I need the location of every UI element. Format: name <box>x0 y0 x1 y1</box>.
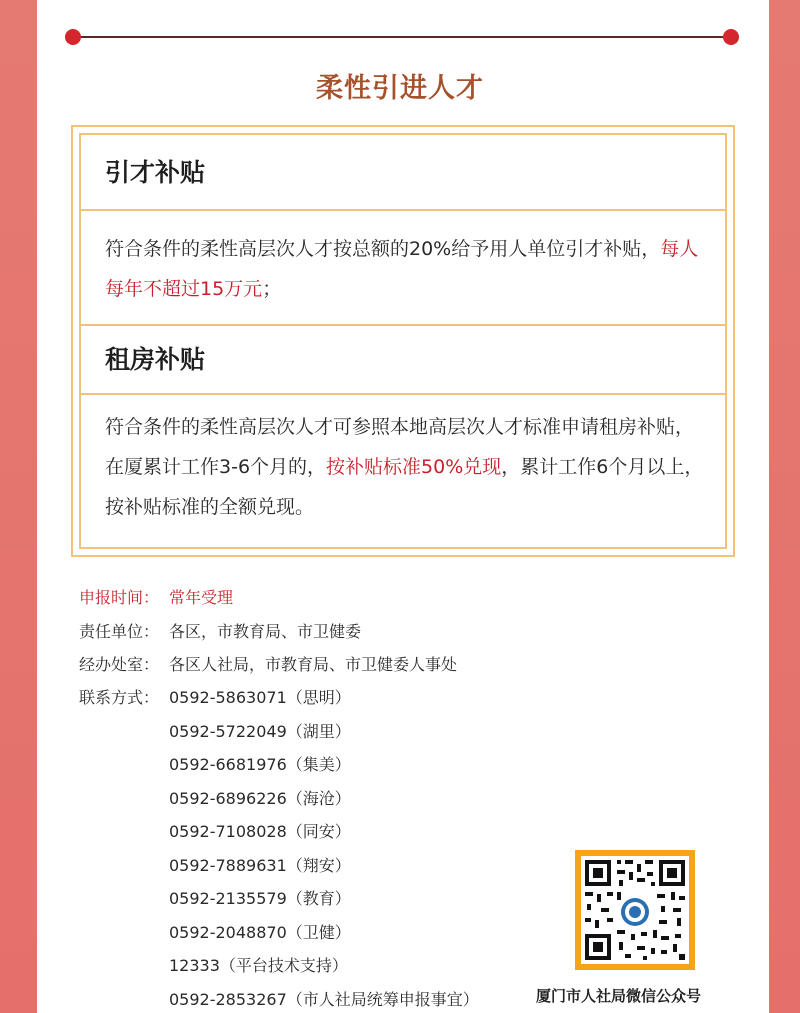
contact-phone: 0592-6896226（海沧） <box>169 789 351 808</box>
section-body-rent-subsidy <box>81 407 725 527</box>
qr-code-frame[interactable] <box>575 850 695 970</box>
office-label: 经办处室： <box>79 655 160 674</box>
contact-phone: 0592-5722049（湖里） <box>169 722 351 741</box>
contact-phone: 0592-2135579（教育） <box>169 889 351 908</box>
apply-time-row <box>79 585 233 608</box>
qr-code-icon <box>581 856 689 964</box>
policy-box <box>71 125 735 557</box>
qr-caption: 厦门市人社局微信公众号 <box>536 987 702 1005</box>
body-text: ，累计工作6个月以上，按补贴标准的全额兑现。 <box>105 456 704 518</box>
contact-phone: 12333（平台技术支持） <box>169 956 348 975</box>
contact-phone: 0592-7889631（翔安） <box>169 856 351 875</box>
section-divider <box>81 209 725 211</box>
divider-dot-left <box>65 29 81 45</box>
contact-phone: 0592-6681976（集美） <box>169 755 351 774</box>
contact-phone: 0592-5863071（思明） <box>169 688 351 707</box>
contact-phone: 0592-2048870（卫健） <box>169 923 351 942</box>
body-text: ； <box>262 278 282 300</box>
responsible-label: 责任单位： <box>79 622 160 641</box>
contact-phone: 0592-7108028（同安） <box>169 822 351 841</box>
section-divider <box>81 324 725 326</box>
contact-phone: 0592-2853267（市人社局统筹申报事宜） <box>169 990 479 1009</box>
office-row <box>79 652 457 675</box>
qr-code-graphic <box>581 856 689 964</box>
body-text: 符合条件的柔性高层次人才可参照本地高层次人才标准申请租房补贴，在厦累计工作3-6个月的， <box>105 416 695 478</box>
responsible-value: 各区，市教育局、市卫健委 <box>169 622 362 641</box>
highlight-text: 按补贴标准50%兑现 <box>326 456 502 478</box>
apply-time-label: 申报时间： <box>79 588 160 607</box>
page-title: 柔性引进人才 <box>316 73 484 104</box>
section-divider <box>81 393 725 395</box>
top-divider <box>73 36 731 38</box>
office-value: 各区人社局，市教育局、市卫健委人事处 <box>169 655 458 674</box>
divider-dot-right <box>723 29 739 45</box>
apply-time-value: 常年受理 <box>169 588 234 607</box>
policy-box-inner <box>79 133 727 549</box>
section-heading-recruit-subsidy: 引才补贴 <box>105 158 206 187</box>
section-heading-rent-subsidy: 租房补贴 <box>105 345 206 374</box>
contact-label: 联系方式： <box>79 688 160 707</box>
body-text: 符合条件的柔性高层次人才按总额的20%给予用人单位引才补贴， <box>105 238 661 260</box>
responsible-row <box>79 619 361 642</box>
section-body-recruit-subsidy <box>81 229 725 309</box>
highlight-text: 每人每年不超过15万元 <box>105 238 699 300</box>
